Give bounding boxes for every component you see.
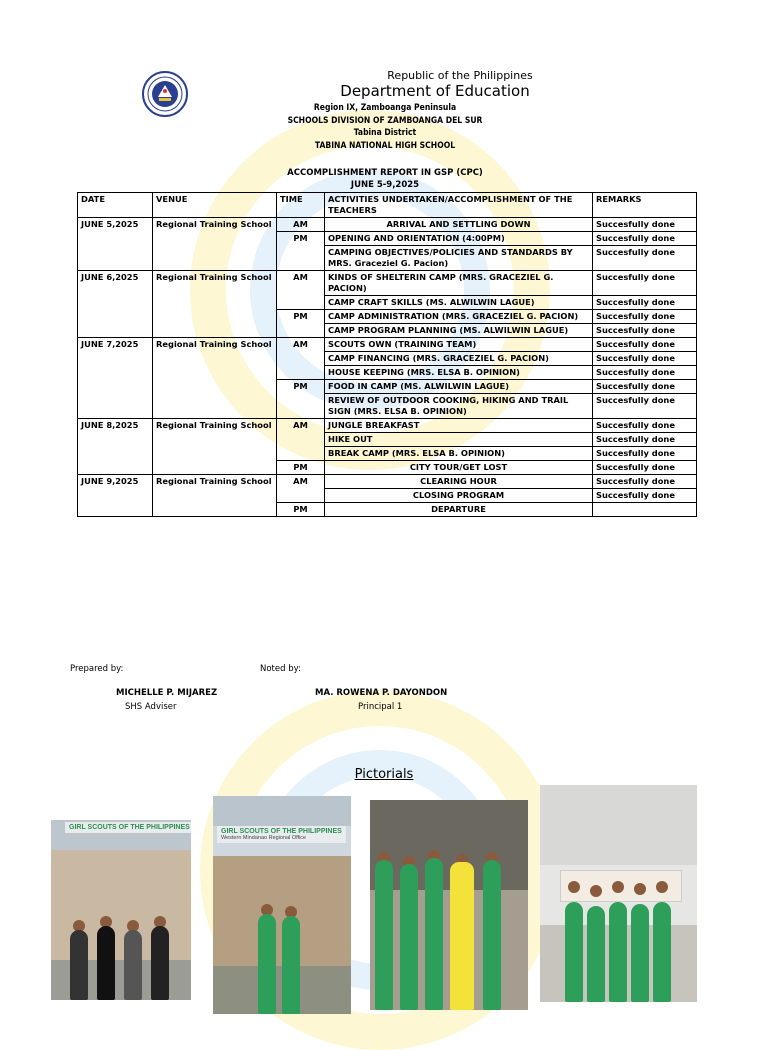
cell-remarks: Succesfully done xyxy=(593,489,697,503)
division-line: SCHOOLS DIVISION OF ZAMBOANGA DEL SUR xyxy=(287,116,483,126)
cell-time: PM xyxy=(277,461,325,475)
cell-activity: CLEARING HOUR xyxy=(325,475,593,489)
cell-time: AM xyxy=(277,475,325,503)
cell-activity: BREAK CAMP (MRS. ELSA B. OPINION) xyxy=(325,447,593,461)
cell-activity: CAMP FINANCING (MRS. GRACEZIEL G. PACION) xyxy=(325,352,593,366)
cell-remarks: Succesfully done xyxy=(593,246,697,271)
cell-activity: FOOD IN CAMP (MS. ALWILWIN LAGUE) xyxy=(325,380,593,394)
cell-remarks: Succesfully done xyxy=(593,461,697,475)
cell-time: AM xyxy=(277,218,325,232)
cell-activity: CAMP ADMINISTRATION (MRS. GRACEZIEL G. PACION) xyxy=(325,310,593,324)
cell-venue: Regional Training School xyxy=(153,271,277,338)
photo2-sign-subtext: Western Mindanao Regional Office xyxy=(221,835,307,841)
cell-time: PM xyxy=(277,503,325,517)
cell-time: AM xyxy=(277,338,325,380)
pictorials-heading: Pictorials xyxy=(354,767,414,782)
photo1-sign-text: GIRL SCOUTS OF THE PHILIPPINES xyxy=(69,824,190,831)
cell-remarks: Succesfully done xyxy=(593,296,697,310)
cell-remarks xyxy=(593,503,697,517)
cell-time: PM xyxy=(277,310,325,338)
cell-activity: CAMP PROGRAM PLANNING (MS. ALWILWIN LAGUE) xyxy=(325,324,593,338)
noted-by-label: Noted by: xyxy=(260,664,301,674)
region-line: Region IX, Zamboanga Peninsula xyxy=(313,103,457,113)
photo-scouts-green-uniforms xyxy=(370,800,528,1010)
cell-activity: HIKE OUT xyxy=(325,433,593,447)
cell-activity: HOUSE KEEPING (MRS. ELSA B. OPINION) xyxy=(325,366,593,380)
cell-date: JUNE 5,2025 xyxy=(78,218,153,271)
header-venue: VENUE xyxy=(153,193,277,218)
cell-remarks: Succesfully done xyxy=(593,366,697,380)
cell-remarks: Succesfully done xyxy=(593,475,697,489)
cell-activity: SCOUTS OWN (TRAINING TEAM) xyxy=(325,338,593,352)
cell-remarks: Succesfully done xyxy=(593,271,697,296)
accomplishment-table xyxy=(77,192,697,517)
cell-remarks: Succesfully done xyxy=(593,232,697,246)
cell-remarks: Succesfully done xyxy=(593,433,697,447)
photo-group-gsp-office xyxy=(51,820,191,1000)
deped-seal-icon xyxy=(142,71,188,117)
photo-two-scouts-entrance xyxy=(213,796,351,1014)
preparer-name: MICHELLE P. MIJAREZ xyxy=(116,688,218,698)
cell-date: JUNE 7,2025 xyxy=(78,338,153,419)
table-row xyxy=(78,419,697,433)
header-time: TIME xyxy=(277,193,325,218)
noter-position: Principal 1 xyxy=(358,702,403,712)
cell-date: JUNE 8,2025 xyxy=(78,419,153,475)
cell-activity: JUNGLE BREAKFAST xyxy=(325,419,593,433)
cell-activity: OPENING AND ORIENTATION (4:00PM) xyxy=(325,232,593,246)
cell-time: AM xyxy=(277,419,325,461)
cell-remarks: Succesfully done xyxy=(593,218,697,232)
republic-line: Republic of the Philippines xyxy=(387,69,533,82)
header-date: DATE xyxy=(78,193,153,218)
table-row xyxy=(78,271,697,296)
cell-time: PM xyxy=(277,232,325,271)
cell-activity: CAMPING OBJECTIVES/POLICIES AND STANDARDS BY MRS. Graceziel G. Pacion) xyxy=(325,246,593,271)
photo2-sign-text: GIRL SCOUTS OF THE PHILIPPINES xyxy=(221,828,342,835)
table-row xyxy=(78,338,697,352)
cell-activity: CLOSING PROGRAM xyxy=(325,489,593,503)
cell-remarks: Succesfully done xyxy=(593,324,697,338)
report-dates: JUNE 5-9,2025 xyxy=(350,180,420,190)
header-remarks: REMARKS xyxy=(593,193,697,218)
report-title: ACCOMPLISHMENT REPORT IN GSP (CPC) xyxy=(287,168,483,178)
cell-activity: KINDS OF SHELTERIN CAMP (MRS. GRACEZIEL G. PACION) xyxy=(325,271,593,296)
cell-venue: Regional Training School xyxy=(153,419,277,475)
cell-remarks: Succesfully done xyxy=(593,447,697,461)
noter-name: MA. ROWENA P. DAYONDON xyxy=(315,688,448,698)
table-row xyxy=(78,218,697,232)
cell-date: JUNE 9,2025 xyxy=(78,475,153,517)
cell-remarks: Succesfully done xyxy=(593,419,697,433)
cell-time: AM xyxy=(277,271,325,310)
cell-venue: Regional Training School xyxy=(153,475,277,517)
cell-activity: CITY TOUR/GET LOST xyxy=(325,461,593,475)
cell-time: PM xyxy=(277,380,325,419)
cell-remarks: Succesfully done xyxy=(593,352,697,366)
cell-venue: Regional Training School xyxy=(153,218,277,271)
cell-activity: ARRIVAL AND SETTLING DOWN xyxy=(325,218,593,232)
cell-date: JUNE 6,2025 xyxy=(78,271,153,338)
cell-venue: Regional Training School xyxy=(153,338,277,419)
cell-remarks: Succesfully done xyxy=(593,338,697,352)
school-line: TABINA NATIONAL HIGH SCHOOL xyxy=(314,141,456,151)
cell-remarks: Succesfully done xyxy=(593,380,697,394)
preparer-position: SHS Adviser xyxy=(125,702,177,712)
table-row xyxy=(78,475,697,489)
cell-remarks: Succesfully done xyxy=(593,310,697,324)
prepared-by-label: Prepared by: xyxy=(70,664,124,674)
cell-activity: REVIEW OF OUTDOOR COOKING, HIKING AND TRAIL SIGN (MRS. ELSA B. OPINION) xyxy=(325,394,593,419)
header-activities: ACTIVITIES UNDERTAKEN/ACCOMPLISHMENT OF THE TEACHERS xyxy=(325,193,593,218)
cell-activity: DEPARTURE xyxy=(325,503,593,517)
district-line: Tabina District xyxy=(353,128,417,138)
cell-remarks: Succesfully done xyxy=(593,394,697,419)
department-title: Department of Education xyxy=(340,82,530,100)
cell-activity: CAMP CRAFT SKILLS (MS. ALWILWIN LAGUE) xyxy=(325,296,593,310)
photo-indoor-ceremony xyxy=(540,785,697,1002)
